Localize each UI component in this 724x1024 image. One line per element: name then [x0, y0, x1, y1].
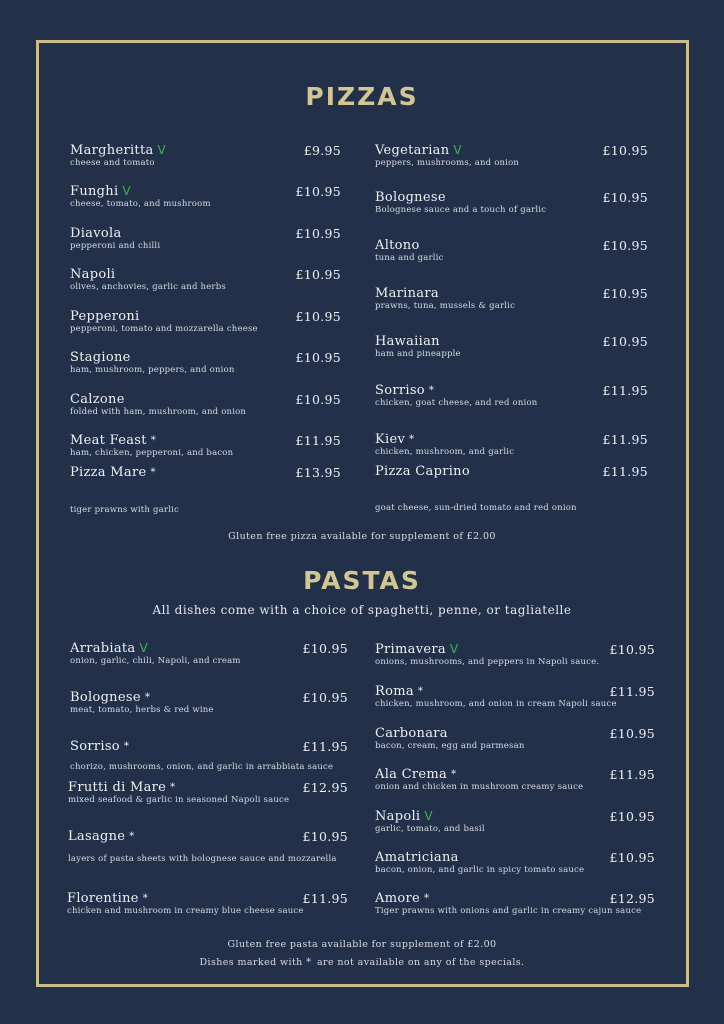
menu-item-pizzas-calzone — [70, 392, 246, 417]
item-name-text: Arrabiata — [70, 641, 136, 656]
item-description: cheese and tomato — [70, 158, 155, 168]
menu-item-pizzas-vegetarian — [375, 143, 519, 168]
item-description: mixed seafood & garlic in seasoned Napoli sauce — [68, 795, 290, 805]
item-name-text: Meat Feast — [70, 433, 147, 448]
menu-item-pastas-ala-crema — [375, 767, 583, 792]
menu-item-pizzas-stagione — [70, 350, 235, 375]
menu-item-pizzas-pepperoni — [70, 309, 258, 334]
item-name — [68, 780, 289, 795]
menu-item-pizzas-funghi — [70, 184, 211, 209]
specials-exclusion-mark: * — [423, 893, 430, 904]
item-name — [375, 726, 525, 741]
item-name — [68, 829, 337, 844]
item-name — [375, 809, 485, 824]
vegetarian-mark: V — [157, 143, 167, 157]
menu-item-pizzas-diavola — [70, 226, 160, 251]
item-price: £12.95 — [609, 891, 655, 906]
pasta-gluten-note: Gluten free pasta available for supplement of £2.00 — [227, 939, 497, 950]
item-name-text: Frutti di Mare — [68, 780, 167, 795]
item-name — [70, 690, 214, 705]
item-price: £10.95 — [602, 238, 648, 253]
item-name-text: Ala Crema — [375, 767, 448, 782]
item-name — [70, 309, 258, 324]
item-name — [375, 891, 641, 906]
item-price: £11.95 — [302, 891, 348, 906]
item-price: £10.95 — [295, 226, 341, 241]
item-price: £11.95 — [609, 684, 655, 699]
vegetarian-mark: V — [122, 184, 131, 198]
specials-note — [0, 957, 724, 968]
item-name-text: Margheritta — [70, 143, 154, 158]
item-description: layers of pasta sheets with bolognese sauce and mozzarella — [68, 854, 337, 864]
item-description: chicken and mushroom in creamy blue cheese sauce — [67, 906, 304, 916]
pastas-subtitle: All dishes come with a choice of spaghetti, penne, or tagliatelle — [152, 603, 572, 617]
menu-item-pastas-amore — [375, 891, 641, 916]
item-price: £12.95 — [302, 780, 348, 795]
item-price: £10.95 — [295, 309, 341, 324]
item-price: £10.95 — [609, 850, 655, 865]
item-price: £10.95 — [609, 642, 655, 657]
item-name-text: Napoli — [70, 267, 116, 282]
specials-exclusion-mark: * — [123, 741, 130, 752]
item-name-text: Altono — [375, 238, 420, 253]
menu-item-pastas-frutti-di-mare — [68, 780, 289, 805]
item-name — [375, 238, 444, 253]
item-name-text: Stagione — [70, 350, 131, 365]
menu-item-pizzas-pizza-caprino — [375, 464, 577, 513]
item-description: chicken, goat cheese, and red onion — [375, 398, 538, 408]
item-name — [70, 641, 241, 656]
vegetarian-mark: V — [139, 641, 148, 655]
item-description: Bolognese sauce and a touch of garlic — [375, 205, 547, 215]
item-description: tiger prawns with garlic — [70, 505, 179, 515]
specials-exclusion-mark: * — [144, 692, 151, 703]
item-price: £10.95 — [302, 641, 348, 656]
item-price: £10.95 — [295, 184, 341, 199]
item-name-text: Sorriso — [375, 383, 425, 398]
item-name-text: Vegetarian — [375, 143, 450, 158]
item-name — [375, 684, 617, 699]
menu-item-pizzas-margheritta — [70, 143, 166, 168]
item-name-text: Primavera — [375, 642, 446, 657]
menu-item-pastas-carbonara — [375, 726, 525, 751]
item-description: ham and pineapple — [375, 349, 461, 359]
item-price: £10.95 — [602, 286, 648, 301]
item-name-text: Diavola — [70, 226, 122, 241]
menu-item-pizzas-marinara — [375, 286, 515, 311]
item-price: £10.95 — [295, 392, 341, 407]
item-description: chorizo, mushrooms, onion, and garlic in arrabbiata sauce — [70, 762, 334, 772]
specials-exclusion-mark: * — [150, 435, 157, 446]
item-price: £11.95 — [295, 433, 341, 448]
item-description: ham, mushroom, peppers, and onion — [70, 365, 235, 375]
vegetarian-mark: V — [449, 642, 459, 656]
item-name — [375, 432, 514, 447]
item-price: £10.95 — [302, 690, 348, 705]
pastas-heading: PASTAS — [303, 566, 421, 595]
item-name-text: Roma — [375, 684, 414, 699]
item-name — [70, 143, 166, 158]
menu-item-pizzas-sorriso — [375, 383, 537, 408]
item-name-text: Pepperoni — [70, 309, 140, 324]
item-description: peppers, mushrooms, and onion — [375, 158, 520, 168]
item-description: chicken, mushroom, and garlic — [375, 447, 515, 457]
specials-note-suffix: are not available on any of the specials. — [316, 957, 525, 968]
item-price: £10.95 — [609, 726, 655, 741]
item-name — [375, 143, 519, 158]
item-name-text: Bolognese — [375, 190, 446, 205]
specials-note-prefix: Dishes marked with — [199, 957, 303, 968]
menu-item-pastas-arrabiata — [70, 641, 241, 666]
item-price: £10.95 — [295, 350, 341, 365]
item-description: ham, chicken, pepperoni, and bacon — [70, 448, 234, 458]
item-name-text: Funghi — [70, 184, 119, 199]
item-name — [70, 392, 246, 407]
item-price: £11.95 — [602, 383, 648, 398]
item-name — [70, 433, 233, 448]
item-description: pepperoni and chilli — [70, 241, 161, 251]
specials-exclusion-mark: * — [428, 385, 435, 396]
item-description: garlic, tomato, and basil — [375, 824, 485, 834]
menu-item-pastas-bolognese — [70, 690, 214, 715]
menu-item-pizzas-altono — [375, 238, 444, 263]
item-description: cheese, tomato, and mushroom — [70, 199, 211, 209]
vegetarian-mark: V — [424, 809, 433, 823]
item-description: Tiger prawns with onions and garlic in creamy cajun sauce — [375, 906, 642, 916]
menu-item-pastas-florentine — [67, 891, 304, 916]
item-name-text: Pizza Mare — [70, 465, 147, 480]
menu-item-pizzas-pizza-mare — [70, 465, 179, 515]
menu-item-pastas-sorriso — [70, 739, 333, 772]
item-price: £10.95 — [602, 190, 648, 205]
item-name — [67, 891, 304, 906]
item-description: chicken, mushroom, and onion in cream Napoli sauce — [375, 699, 617, 709]
specials-exclusion-mark: * — [417, 686, 424, 697]
menu-item-pastas-napoli — [375, 809, 485, 834]
item-name-text: Napoli — [375, 809, 421, 824]
specials-exclusion-mark: * — [409, 434, 415, 445]
item-price: £11.95 — [302, 739, 348, 754]
vegetarian-mark: V — [453, 143, 462, 157]
item-name — [375, 850, 584, 865]
item-description: onions, mushrooms, and peppers in Napoli sauce. — [375, 657, 600, 667]
item-description: onion and chicken in mushroom creamy sauce — [375, 782, 584, 792]
menu-item-pizzas-hawaiian — [375, 334, 461, 359]
menu-item-pastas-roma — [375, 684, 617, 709]
item-name — [70, 465, 179, 480]
item-price: £13.95 — [295, 465, 341, 480]
item-description: folded with ham, mushroom, and onion — [70, 407, 247, 417]
specials-exclusion-mark: * — [451, 769, 457, 780]
item-price: £9.95 — [303, 143, 341, 158]
item-price: £11.95 — [609, 767, 655, 782]
item-name — [375, 334, 461, 349]
item-name — [375, 190, 546, 205]
item-description: olives, anchovies, garlic and herbs — [70, 282, 226, 292]
item-name-text: Kiev — [375, 432, 406, 447]
item-price: £10.95 — [602, 143, 648, 158]
item-name — [70, 739, 333, 754]
item-description: pepperoni, tomato and mozzarella cheese — [70, 324, 258, 334]
item-price: £11.95 — [602, 432, 648, 447]
item-name — [70, 350, 235, 365]
item-name — [375, 767, 583, 782]
specials-exclusion-mark: * — [150, 467, 156, 478]
item-name-text: Florentine — [67, 891, 139, 906]
item-name-text: Marinara — [375, 286, 439, 301]
item-name-text: Hawaiian — [375, 334, 440, 349]
item-name — [70, 267, 226, 282]
item-name — [375, 286, 515, 301]
specials-exclusion-mark: * — [142, 893, 149, 904]
item-name — [70, 184, 211, 199]
item-name-text: Sorriso — [70, 739, 120, 754]
specials-star-mark: * — [306, 957, 312, 968]
menu-item-pizzas-kiev — [375, 432, 514, 457]
item-name — [375, 464, 577, 479]
item-description: bacon, cream, egg and parmesan — [375, 741, 525, 751]
item-description: prawns, tuna, mussels & garlic — [375, 301, 516, 311]
menu-item-pizzas-bolognese — [375, 190, 546, 215]
pizzas-heading: PIZZAS — [305, 82, 419, 111]
item-name-text: Amore — [375, 891, 420, 906]
item-name-text: Amatriciana — [375, 850, 459, 865]
menu-item-pastas-amatriciana — [375, 850, 584, 875]
item-description: goat cheese, sun-dried tomato and red onion — [375, 503, 577, 513]
menu-item-pastas-primavera — [375, 642, 599, 667]
item-name-text: Bolognese — [70, 690, 141, 705]
menu-item-pastas-lasagne — [68, 829, 337, 864]
item-name-text: Lasagne — [68, 829, 126, 844]
item-price: £10.95 — [302, 829, 348, 844]
item-name-text: Carbonara — [375, 726, 448, 741]
pizza-gluten-note: Gluten free pizza available for supplement of £2.00 — [228, 531, 496, 542]
menu-item-pizzas-napoli — [70, 267, 226, 292]
item-name — [375, 383, 537, 398]
specials-exclusion-mark: * — [129, 831, 135, 842]
item-price: £10.95 — [295, 267, 341, 282]
item-price: £11.95 — [602, 464, 648, 479]
item-description: tuna and garlic — [375, 253, 444, 263]
item-name-text: Pizza Caprino — [375, 464, 470, 479]
item-description: meat, tomato, herbs & red wine — [70, 705, 214, 715]
item-price: £10.95 — [602, 334, 648, 349]
item-description: onion, garlic, chili, Napoli, and cream — [70, 656, 241, 666]
item-name — [70, 226, 160, 241]
item-description: bacon, onion, and garlic in spicy tomato sauce — [375, 865, 585, 875]
item-name — [375, 642, 599, 657]
specials-exclusion-mark: * — [170, 782, 176, 793]
item-name-text: Calzone — [70, 392, 125, 407]
menu-item-pizzas-meat-feast — [70, 433, 233, 458]
item-price: £10.95 — [609, 809, 655, 824]
